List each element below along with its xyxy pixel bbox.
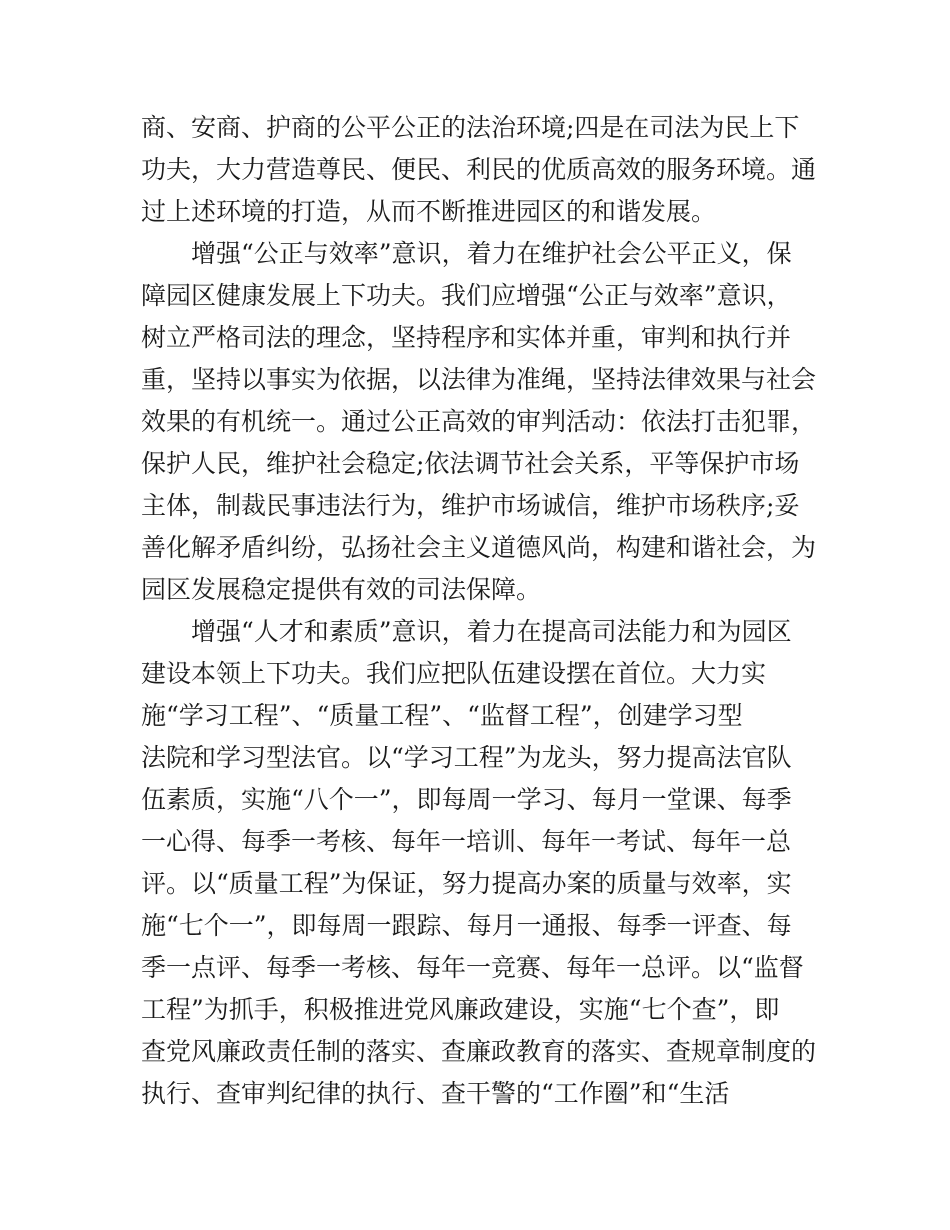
text-line: 季一点评、每季一考核、每年一竞赛、每年一总评。以“监督 [141, 953, 804, 982]
text-line: 增强“公正与效率”意识，着力在维护社会公平正义，保 [141, 239, 792, 268]
text-line: 执行、查审判纪律的执行、查干警的“工作圈”和“生活 [141, 1079, 730, 1108]
text-line: 法院和学习型法官。以“学习工程”为龙头，努力提高法官队 [141, 743, 792, 772]
text-line: 工程”为抓手，积极推进党风廉政建设，实施“七个查”，即 [141, 995, 780, 1024]
text-line: 评。以“质量工程”为保证，努力提高办案的质量与效率，实 [141, 869, 792, 898]
text-line: 商、安商、护商的公平公正的法治环境;四是在司法为民上下 [141, 113, 800, 142]
text-line: 施“学习工程”、“质量工程”、“监督工程”，创建学习型 [141, 701, 743, 730]
text-line: 保护人民，维护社会稳定;依法调节社会关系，平等保护市场 [141, 449, 800, 478]
text-line: 伍素质，实施“八个一”，即每周一学习、每月一堂课、每季 [141, 785, 792, 814]
text-line: 施“七个一”，即每周一跟踪、每月一通报、每季一评查、每 [141, 911, 792, 940]
text-line: 善化解矛盾纠纷，弘扬社会主义道德风尚，构建和谐社会，为 [141, 533, 817, 562]
text-line: 增强“人才和素质”意识，着力在提高司法能力和为园区 [141, 617, 792, 646]
text-line: 过上述环境的打造，从而不断推进园区的和谐发展。 [141, 197, 717, 226]
body-text [141, 107, 821, 1115]
text-line: 重，坚持以事实为依据，以法律为准绳，坚持法律效果与社会 [141, 365, 817, 394]
text-line: 功夫，大力营造尊民、便民、利民的优质高效的服务环境。通 [141, 155, 817, 184]
text-line: 查党风廉政责任制的落实、查廉政教育的落实、查规章制度的 [141, 1037, 817, 1066]
text-line: 园区发展稳定提供有效的司法保障。 [141, 575, 542, 604]
text-line: 主体，制裁民事违法行为，维护市场诚信，维护市场秩序;妥 [141, 491, 800, 520]
text-line: 效果的有机统一。通过公正高效的审判活动：依法打击犯罪， [141, 407, 817, 436]
text-line: 一心得、每季一考核、每年一培训、每年一考试、每年一总 [141, 827, 792, 856]
text-line: 障园区健康发展上下功夫。我们应增强“公正与效率”意识， [141, 281, 792, 310]
text-line: 建设本领上下功夫。我们应把队伍建设摆在首位。大力实 [141, 659, 767, 688]
text-line: 树立严格司法的理念，坚持程序和实体并重，审判和执行并 [141, 323, 792, 352]
